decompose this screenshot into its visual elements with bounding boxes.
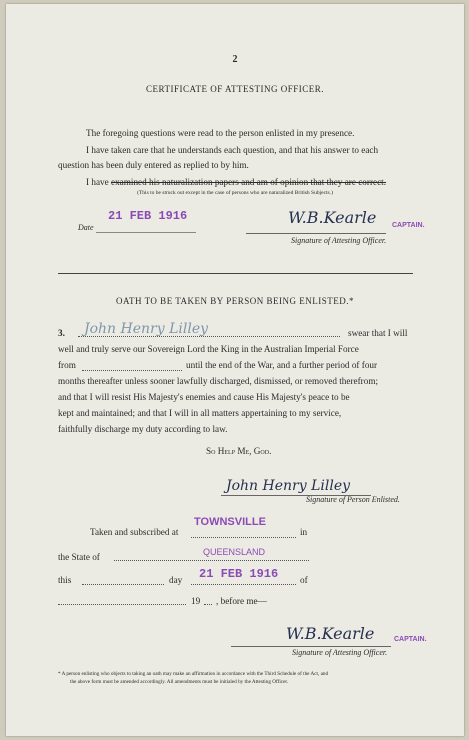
certificate-para3 (86, 175, 456, 190)
certificate-para2a: I have taken care that he understands each question, and that his answer to each (86, 145, 379, 155)
certificate-para2b: question has been duly entered as replied to by him. (58, 160, 249, 170)
certificate-title: CERTIFICATE OF ATTESTING OFFICER. (146, 84, 324, 94)
year-line (204, 604, 212, 605)
page-number: 2 (232, 54, 238, 65)
footnote-line2: the above form must be amended accordingly. All amendments must be initialed by the Attesting Officer. (70, 679, 289, 685)
officer-signature-label-2: Signature of Attesting Officer. (292, 648, 388, 657)
captain-stamp-2: CAPTAIN. (394, 636, 427, 643)
oath-line3: months thereafter unless sooner lawfully discharged, dismissed, or removed therefrom; (58, 376, 379, 386)
document-page (6, 4, 464, 736)
oath-title: OATH TO BE TAKEN BY PERSON BEING ENLISTED.* (116, 296, 354, 306)
so-help-me-god: So Help Me, God. (206, 446, 272, 456)
date-label: Date (78, 223, 94, 232)
in-label: in (300, 527, 308, 537)
section-divider (58, 273, 413, 274)
officer-signature: W.B.Kearle (288, 208, 377, 227)
officer-signature-label: Signature of Attesting Officer. (291, 236, 387, 245)
officer-signature-line-2 (231, 646, 391, 647)
oath-line1: well and truly serve our Sovereign Lord the King in the Australian Imperial Force (58, 344, 359, 354)
enlistee-signature: John Henry Lilley (226, 478, 351, 494)
year-label: 19 (191, 596, 201, 606)
oath-line5: kept and maintained; and that I will in all matters appertaining to my service, (58, 408, 342, 418)
place-line (191, 537, 296, 538)
this-label: this (58, 575, 72, 585)
oath-number: 3. (58, 328, 65, 338)
oath-line2: until the end of the War, and a further period of four (186, 360, 378, 370)
oath-line4: and that I will resist His Majesty's enemies and cause His Majesty's peace to be (58, 392, 350, 402)
certificate-para1: The foregoing questions were read to the person enlisted in my presence. (86, 128, 355, 138)
officer-signature-line (246, 233, 386, 234)
before-me-label: , before me— (216, 596, 267, 606)
this-line (82, 584, 164, 585)
officer-signature-2: W.B.Kearle (286, 624, 375, 643)
captain-stamp: CAPTAIN. (392, 222, 425, 229)
oath-line6: faithfully discharge my duty according to law. (58, 424, 228, 434)
day-label: day (169, 575, 183, 585)
enlistee-name-handwritten: John Henry Lilley (84, 321, 209, 337)
from-line (82, 370, 182, 371)
of-label: of (300, 575, 308, 585)
place-stamp: TOWNSVILLE (194, 516, 266, 528)
para3-struck-text: examined his naturalization papers and am of opinion that they are correct. (111, 177, 387, 187)
day-line (191, 584, 296, 585)
state-line (114, 560, 309, 561)
name-line (78, 336, 340, 337)
date-stamp: 21 FEB 1916 (108, 209, 188, 223)
month-line (58, 604, 186, 605)
date-line (96, 232, 196, 233)
state-stamp: QUEENSLAND (203, 547, 266, 557)
taken-subscribed-label: Taken and subscribed at (90, 527, 179, 537)
oath-swear: swear that I will (348, 328, 408, 338)
footnote (58, 670, 458, 686)
para3-prefix: I have (86, 177, 111, 187)
day-stamp: 21 FEB 1916 (199, 567, 279, 581)
state-label: the State of (58, 552, 100, 562)
footnote-line1: * A person enlisting who objects to taking an oath may make an affirmation in accordance with the Third Schedule of the Act, and (58, 671, 329, 677)
enlistee-signature-label: Signature of Person Enlisted. (306, 495, 400, 504)
oath-from-label: from (58, 360, 76, 370)
naturalization-note: (This to be struck out except in the case of persons who are naturalized British Subjects.) (137, 190, 333, 196)
